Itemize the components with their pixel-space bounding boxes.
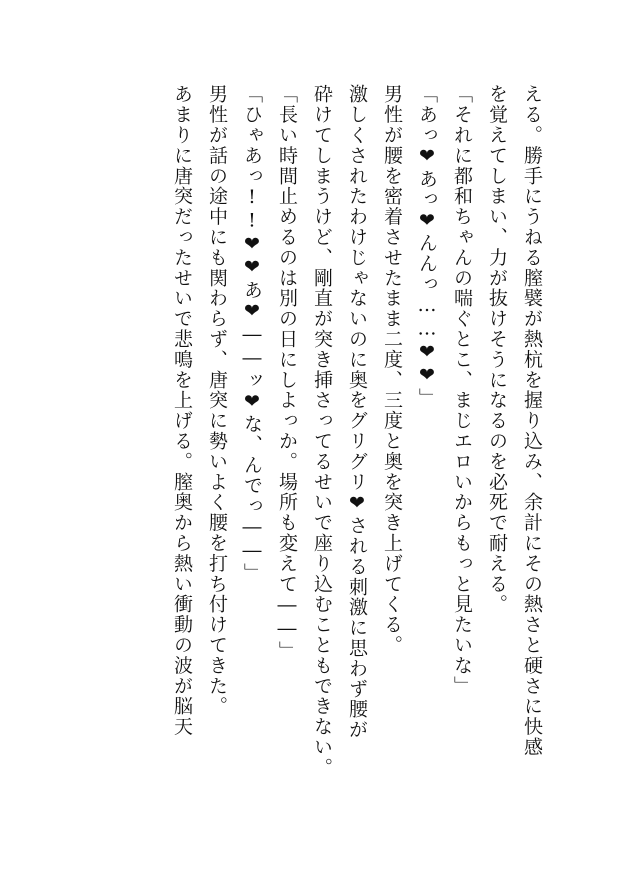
text-line-5: 男性が腰を密着させたまま二度、三度と奥を突き上げてくる。 — [381, 84, 403, 656]
text-line-3: 「それに都和ちゃんの喘ぐとこ、まじエロいからもっと見たいな」 — [451, 84, 473, 696]
text-line-9: 「ひゃあっ!!❤❤あ❤――ッ❤な、んでっ――」 — [241, 84, 263, 584]
vertical-text-body — [164, 84, 549, 824]
text-line-6: 激しくされたわけじゃないのに奥をグリグリ❤される刺激に思わず腰が — [346, 84, 368, 740]
text-line-10: 男性が話の途中にも関わらず、唐突に勢いよく腰を打ち付けてきた。 — [206, 84, 228, 717]
text-line-7: 砕けてしまうけど、剛直が突き挿さってるせいで座り込むこともできない。 — [311, 84, 333, 778]
text-line-8: 「長い時間止めるのは別の日にしよっか。場所も変えて――」 — [276, 84, 298, 662]
text-line-1: える。勝手にうねる膣襞が熱杭を握り込み、余計にその熱さと硬さに快感 — [521, 84, 543, 758]
text-line-11: あまりに唐突だったせいで悲鳴を上げる。膣奥から熱い衝動の波が脳天 — [171, 84, 193, 737]
text-line-2: を覚えてしまい、力が抜けそうになるのを必死で耐える。 — [486, 84, 508, 615]
text-line-4: 「あっ❤あっ❤んんっ……❤❤」 — [416, 84, 438, 408]
